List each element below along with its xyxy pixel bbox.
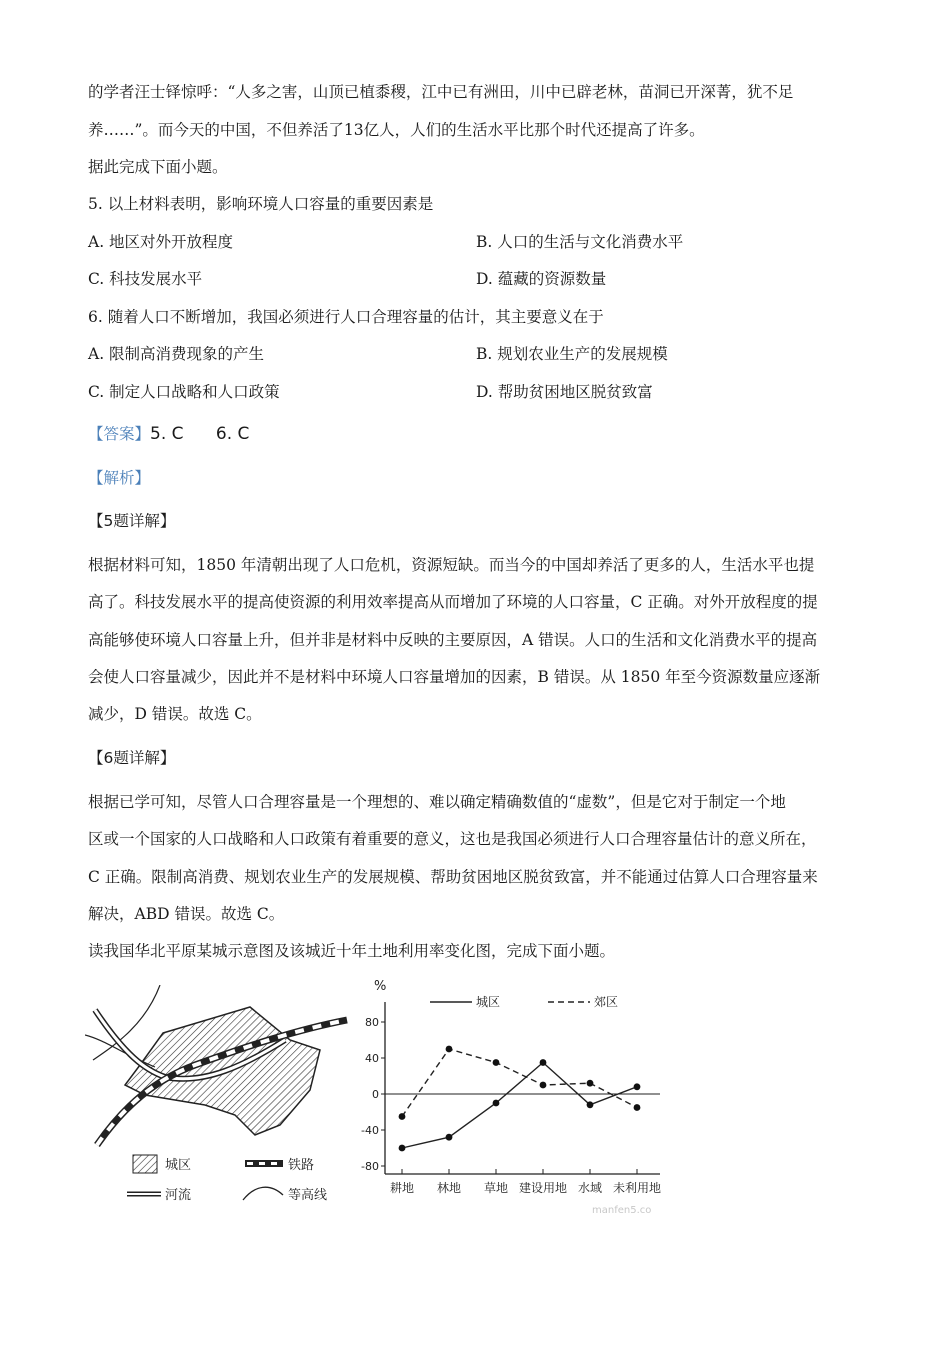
- detail6-line-1: 根据已学可知，尽管人口合理容量是一个理想的、难以确定精确数值的“虚数”，但是它对于制定一个地: [88, 793, 786, 811]
- chart-point-urban: [634, 1083, 641, 1090]
- chart-x-tick-label: 未利用地: [612, 1181, 662, 1195]
- legend-river-label: 河流: [165, 1188, 192, 1203]
- chart-point-suburban: [399, 1113, 406, 1120]
- legend-contour-label: 等高线: [288, 1188, 328, 1203]
- chart-point-suburban: [587, 1080, 594, 1087]
- answer-tag: 【答案】: [88, 425, 151, 443]
- q5-option-b: B. 人口的生活与文化消费水平: [476, 233, 684, 251]
- chart-point-urban: [587, 1101, 594, 1108]
- q5-option-c: C. 科技发展水平: [88, 270, 203, 288]
- q5-option-a: A. 地区对外开放程度: [88, 233, 234, 251]
- answer-block: [88, 424, 249, 444]
- q6-option-c: C. 制定人口战略和人口政策: [88, 383, 280, 401]
- detail6-line-4: 解决，ABD 错误。故选 C。: [88, 905, 285, 923]
- chart-watermark: manfen5.co: [592, 1205, 652, 1215]
- city-map-figure: [85, 985, 360, 1210]
- legend-city-swatch: [133, 1155, 157, 1173]
- chart-x-tick-label: 水域: [577, 1181, 603, 1195]
- chart-legend-label-suburban: 郊区: [594, 995, 619, 1009]
- chart-point-suburban: [493, 1059, 500, 1066]
- analysis-tag: 【解析】: [88, 469, 151, 487]
- chart-point-urban: [493, 1100, 500, 1107]
- legend-railway-label: 铁路: [288, 1158, 315, 1173]
- q6-option-d: D. 帮助贫困地区脱贫致富: [476, 383, 653, 401]
- q5-option-d: D. 蕴藏的资源数量: [476, 270, 607, 288]
- chart-legend-label-urban: 城区: [476, 995, 501, 1009]
- detail5-line-2: 高了。科技发展水平的提高使资源的利用效率提高从而增加了环境的人口容量，C 正确。对外开放程度的提: [88, 593, 818, 611]
- chart-point-suburban: [446, 1046, 453, 1053]
- chart-point-urban: [399, 1145, 406, 1152]
- chart-point-urban: [540, 1059, 547, 1066]
- legend-city-label: 城区: [165, 1158, 192, 1173]
- q6-option-b: B. 规划农业生产的发展规模: [476, 345, 668, 363]
- chart-x-tick-label: 林地: [436, 1181, 462, 1195]
- chart-y-tick-label: 40: [365, 1052, 379, 1065]
- chart-point-suburban: [634, 1104, 641, 1111]
- q6-stem: 6. 随着人口不断增加，我国必须进行人口合理容量的估计，其主要意义在于: [88, 308, 604, 326]
- detail5-line-4: 会使人口容量减少，因此并不是材料中环境人口容量增加的因素，B 错误。从 1850 年至今资源数量应逐渐: [88, 668, 821, 686]
- chart-point-urban: [446, 1134, 453, 1141]
- chart-y-tick-label: -80: [361, 1160, 379, 1173]
- detail5-line-3: 高能够使环境人口容量上升，但并非是材料中反映的主要原因，A 错误。人口的生活和文化消费水平的提高: [88, 631, 818, 649]
- analysis-tag-wrap: [88, 468, 150, 488]
- chart-point-suburban: [540, 1082, 547, 1089]
- chart-y-tick-label: 0: [372, 1088, 379, 1101]
- detail6-title: 【6题详解】: [88, 749, 176, 767]
- passage-line-2: 养……”。而今天的中国，不但养活了13亿人，人们的生活水平比那个时代还提高了许多。: [88, 121, 705, 139]
- detail5-line-1: 根据材料可知，1850 年清朝出现了人口危机，资源短缺。而当今的中国却养活了更多的人，生活水平也提: [88, 556, 815, 574]
- detail6-line-3: C 正确。限制高消费、规划农业生产的发展规模、帮助贫困地区脱贫致富，并不能通过估算人口合理容量来: [88, 868, 818, 886]
- passage-line-1: 的学者汪士铎惊呼：“人多之害，山顶已植黍稷，江中已有洲田，川中已辟老林，苗洞已开深菁，犹不足: [88, 83, 794, 101]
- chart-ylabel: %: [374, 979, 387, 994]
- q5-stem: 5. 以上材料表明，影响环境人口容量的重要因素是: [88, 195, 434, 213]
- answer-text: 5. C 6. C: [150, 424, 250, 444]
- detail6-line-2: 区或一个国家的人口战略和人口政策有着重要的意义，这也是我国必须进行人口合理容量估计的意义所在，: [88, 830, 817, 848]
- legend-contour-swatch: [243, 1187, 283, 1200]
- detail5-line-5: 减少，D 错误。故选 C。: [88, 705, 262, 723]
- q6-option-a: A. 限制高消费现象的产生: [88, 345, 265, 363]
- detail5-title: 【5题详解】: [88, 512, 176, 530]
- passage-prompt: 据此完成下面小题。: [88, 158, 228, 176]
- chart-x-tick-label: 耕地: [389, 1181, 415, 1195]
- chart-x-tick-label: 建设用地: [518, 1181, 568, 1195]
- chart-series-line-urban: [402, 1063, 637, 1149]
- chart-y-tick-label: 80: [365, 1016, 379, 1029]
- land-use-chart: [360, 975, 680, 1215]
- chart-y-tick-label: -40: [361, 1124, 379, 1137]
- next-prompt: 读我国华北平原某城示意图及该城近十年土地利用率变化图，完成下面小题。: [88, 942, 616, 960]
- chart-x-tick-label: 草地: [483, 1181, 509, 1195]
